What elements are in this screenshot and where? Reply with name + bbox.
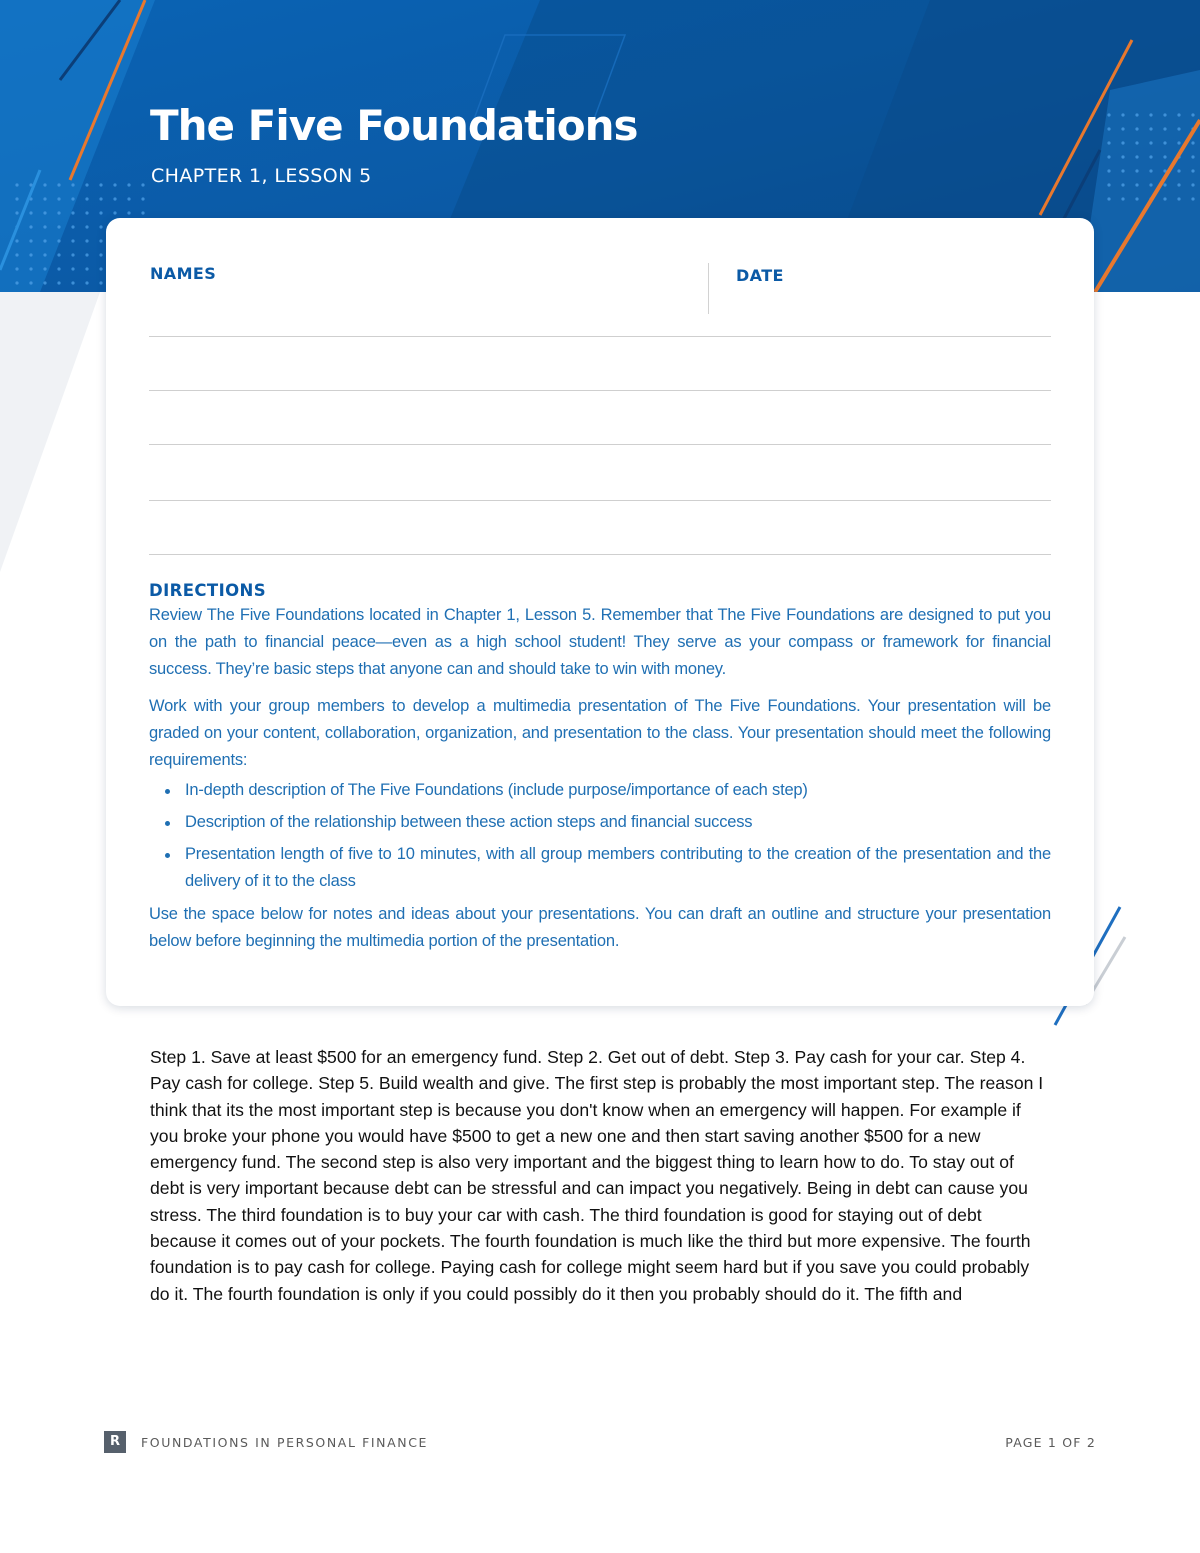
- directions-paragraph: Work with your group members to develop a multimedia presentation of The Five Foundations. Your presentation will be graded on your content, collaboration, organization, and presentation to the class. Your presentation should meet the following requirements:: [149, 697, 1051, 769]
- directions-section: [149, 581, 1051, 955]
- names-line[interactable]: [149, 444, 1051, 445]
- page-number: PAGE 1 OF 2: [1005, 1435, 1096, 1450]
- column-divider: [708, 263, 709, 314]
- date-label: DATE: [736, 266, 784, 285]
- student-answer: Step 1. Save at least $500 for an emergency fund. Step 2. Get out of debt. Step 3. Pay cash for your car. Step 4. Pay cash for college. Step 5. Build wealth and give. The first step is probably the most important step. The reason I think that its the most important step is because you don't know when an emergency will happen. For example if you broke your phone you would have $500 to get a new one and then start saving another $500 for a new emergency fund. The second step is also very important and the biggest thing to learn how to do. To stay out of debt is very important because debt can be stressful and can impact you negatively. Being in debt can cause you stress. The third foundation is to buy your car with cash. The third foundation is good for staying out of debt because it comes out of your pockets. The fourth foundation is much like the third but more expensive. The fourth foundation is to pay cash for college. Paying cash for college might seem hard but if you save you could probably do it. The fourth foundation is only if you could possibly do it then you probably should do it. The fifth and: [150, 1047, 1044, 1304]
- requirements-list: [149, 777, 1051, 895]
- directions-paragraph: Use the space below for notes and ideas about your presentations. You can draft an outline and structure your presentation below before beginning the multimedia portion of the presentation.: [149, 905, 1051, 950]
- directions-heading: DIRECTIONS: [149, 581, 267, 600]
- names-label: NAMES: [150, 264, 217, 283]
- names-line[interactable]: [149, 554, 1051, 555]
- footer-course-title: FOUNDATIONS IN PERSONAL FINANCE: [141, 1435, 429, 1450]
- names-line[interactable]: [149, 336, 1051, 337]
- chapter-lesson: CHAPTER 1, LESSON 5: [151, 165, 372, 187]
- ramsey-logo: R: [104, 1431, 126, 1453]
- directions-paragraph: Review The Five Foundations located in Chapter 1, Lesson 5. Remember that The Five Foundations are designed to put you on the path to financial peace—even as a high school student! They serve as your compass or framework for financial success. They’re basic steps that anyone can and should take to win with money.: [149, 606, 1051, 678]
- requirement-item: In-depth description of The Five Foundations (include purpose/importance of each step): [185, 777, 1051, 804]
- names-line[interactable]: [149, 500, 1051, 501]
- requirement-item: Description of the relationship between these action steps and financial success: [185, 809, 1051, 836]
- requirement-item: Presentation length of five to 10 minutes, with all group members contributing to the creation of the presentation and the delivery of it to the class: [185, 841, 1051, 895]
- names-line[interactable]: [149, 390, 1051, 391]
- worksheet-card: [106, 218, 1094, 1006]
- page-title: The Five Foundations: [150, 101, 638, 150]
